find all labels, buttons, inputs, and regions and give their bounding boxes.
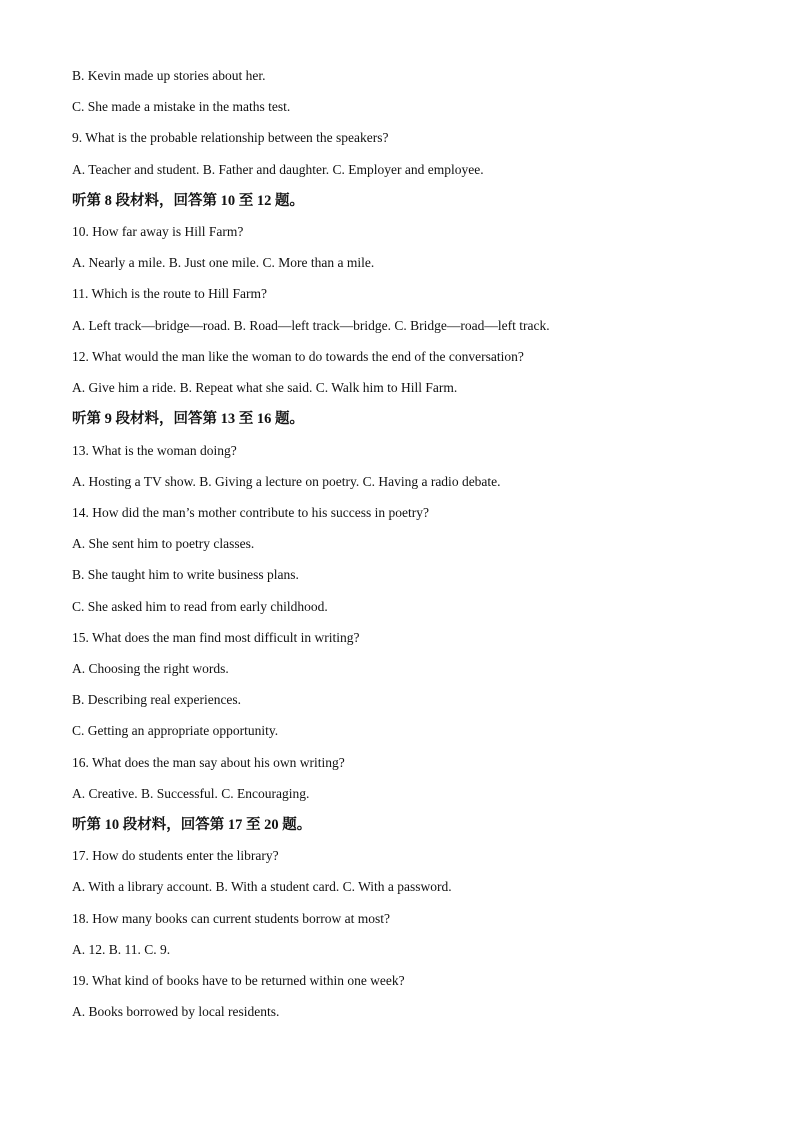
answer-option: A. 12. B. 11. C. 9. (72, 942, 171, 957)
answer-option: B. Kevin made up stories about her. (72, 68, 266, 83)
question-text: 17. How do students enter the library? (72, 848, 279, 863)
question-text: 13. What is the woman doing? (72, 443, 237, 458)
question-text: 14. How did the man’s mother contribute to his success in poetry? (72, 505, 429, 520)
question-text: 15. What does the man find most difficult in writing? (72, 630, 360, 645)
question-text: 11. Which is the route to Hill Farm? (72, 286, 267, 301)
question-text: 9. What is the probable relationship between the speakers? (72, 130, 389, 145)
answer-option: A. Choosing the right words. (72, 661, 229, 676)
question-text: 19. What kind of books have to be returned within one week? (72, 973, 405, 988)
answer-option: A. Left track—bridge—road. B. Road—left track—bridge. C. Bridge—road—left track. (72, 318, 550, 333)
section-heading: 听第 8 段材料，回答第 10 至 12 题。 (72, 193, 304, 209)
answer-option: A. With a library account. B. With a student card. C. With a password. (72, 879, 452, 894)
section-heading: 听第 9 段材料，回答第 13 至 16 题。 (72, 411, 304, 427)
answer-option: A. Creative. B. Successful. C. Encouraging. (72, 786, 310, 801)
answer-option: A. She sent him to poetry classes. (72, 536, 255, 551)
answer-option: A. Give him a ride. B. Repeat what she said. C. Walk him to Hill Farm. (72, 380, 458, 395)
question-text: 10. How far away is Hill Farm? (72, 224, 244, 239)
question-text: 12. What would the man like the woman to do towards the end of the conversation? (72, 349, 524, 364)
section-heading: 听第 10 段材料，回答第 17 至 20 题。 (72, 817, 312, 833)
answer-option: A. Hosting a TV show. B. Giving a lecture on poetry. C. Having a radio debate. (72, 474, 501, 489)
answer-option: A. Teacher and student. B. Father and daughter. C. Employer and employee. (72, 162, 484, 177)
question-text: 16. What does the man say about his own writing? (72, 755, 345, 770)
answer-option: A. Nearly a mile. B. Just one mile. C. More than a mile. (72, 255, 375, 270)
question-text: 18. How many books can current students borrow at most? (72, 911, 390, 926)
answer-option: B. She taught him to write business plans. (72, 567, 299, 582)
answer-option: B. Describing real experiences. (72, 692, 242, 707)
answer-option: C. She made a mistake in the maths test. (72, 99, 291, 114)
answer-option: A. Books borrowed by local residents. (72, 1004, 280, 1019)
answer-option: C. Getting an appropriate opportunity. (72, 723, 279, 738)
answer-option: C. She asked him to read from early childhood. (72, 599, 328, 614)
